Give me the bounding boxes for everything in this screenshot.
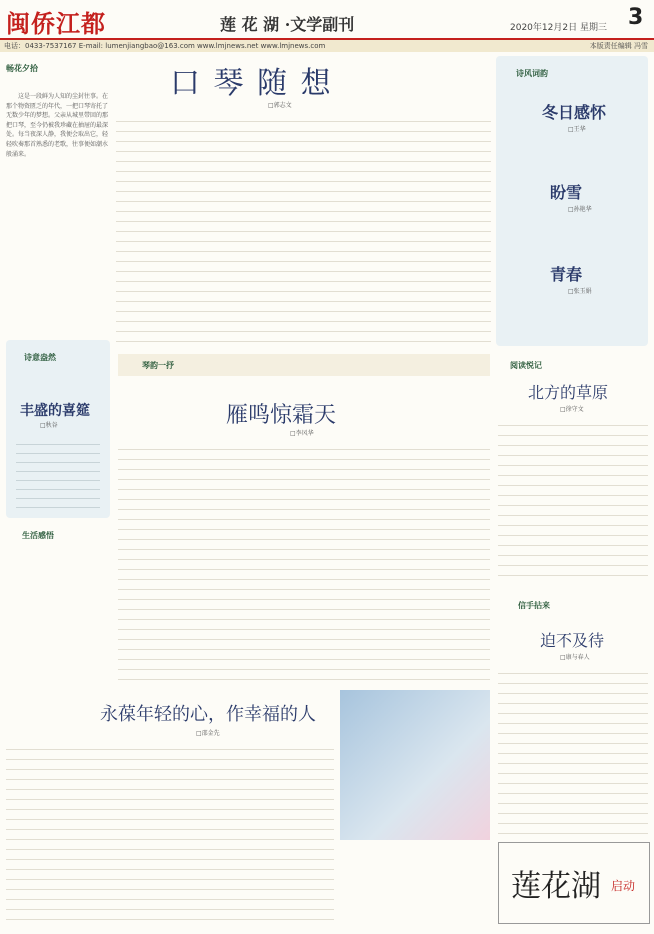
flower-image	[340, 690, 490, 840]
middle-banner	[118, 354, 490, 376]
poem-lines	[16, 436, 100, 512]
issue-date: 2020年12月2日 星期三	[510, 23, 607, 33]
right-poem-box	[496, 56, 648, 346]
main-title: 口 琴 随 想	[170, 66, 333, 101]
middle-author: □李风华	[290, 430, 314, 437]
right-mid-body	[498, 416, 648, 582]
bottom-title: 永葆年轻的心，作幸福的人	[100, 704, 316, 725]
main-body-text	[116, 112, 491, 348]
right-bottom-author: □康与春人	[560, 654, 590, 661]
section-title: 莲 花 湖 ·文学副刊	[220, 15, 355, 34]
middle-body-text	[118, 440, 490, 688]
tag-label: 信手拈来	[518, 600, 550, 610]
poem-author: □秋谷	[40, 422, 58, 429]
brand-subtext: 启动	[611, 879, 636, 893]
bottom-body-text	[6, 740, 334, 928]
main-author: □郭志文	[268, 102, 292, 109]
poem-author: □孙艳华	[568, 206, 592, 213]
tag-label: 畅花夕拾	[6, 63, 38, 73]
brand-text: 莲花湖	[511, 869, 601, 904]
tag-label: 阅读悦记	[510, 360, 542, 370]
poem-author: □王华	[568, 126, 586, 133]
left-poem-box	[6, 340, 110, 518]
poem-title: 冬日感怀	[542, 103, 607, 122]
poem-title: 青春	[550, 265, 583, 284]
tag-label: 诗风词韵	[516, 68, 548, 78]
right-mid-title: 北方的草原	[528, 383, 609, 402]
poem-author: □张玉娟	[568, 288, 592, 295]
right-mid-author: □徐守文	[560, 406, 584, 413]
contact-info: 电话：0433-7537167 E-mail: lumenjiangbao@163.com www.lmjnews.net www.lmjnews.com	[4, 42, 326, 50]
tag-banner	[6, 56, 108, 73]
brand-block	[498, 842, 650, 924]
editor-credit: 本版责任编辑 冯雪	[589, 42, 648, 50]
newspaper-logo: 闽侨江都	[6, 9, 106, 38]
tag-label: 生活感悟	[22, 530, 54, 540]
page-number: 3	[628, 5, 644, 30]
contact-bar	[0, 38, 654, 52]
right-bottom-title: 迫不及待	[540, 631, 605, 650]
poem-title: 盼雪	[550, 183, 583, 202]
poem-title: 丰盛的喜筵	[20, 403, 90, 419]
paragraph: 这是一段鲜为人知的尘封往事。在那个物资匮乏的年代，一把口琴寄托了无数少年的梦想。父亲从城里带回的那把口琴，至今仍被我珍藏在抽屉的最深处。每当夜深人静，我便会取出它，轻轻吹奏那首熟悉的老歌，往事便如潮水般涌来。	[6, 93, 108, 158]
middle-title: 雁鸣惊霜天	[226, 403, 337, 428]
left-body-text	[6, 92, 108, 332]
tag-label: 琴韵一抒	[142, 360, 174, 370]
right-bottom-body	[498, 664, 648, 834]
bottom-author: □邵金先	[196, 730, 220, 737]
tag-label: 诗意盎然	[24, 352, 56, 362]
